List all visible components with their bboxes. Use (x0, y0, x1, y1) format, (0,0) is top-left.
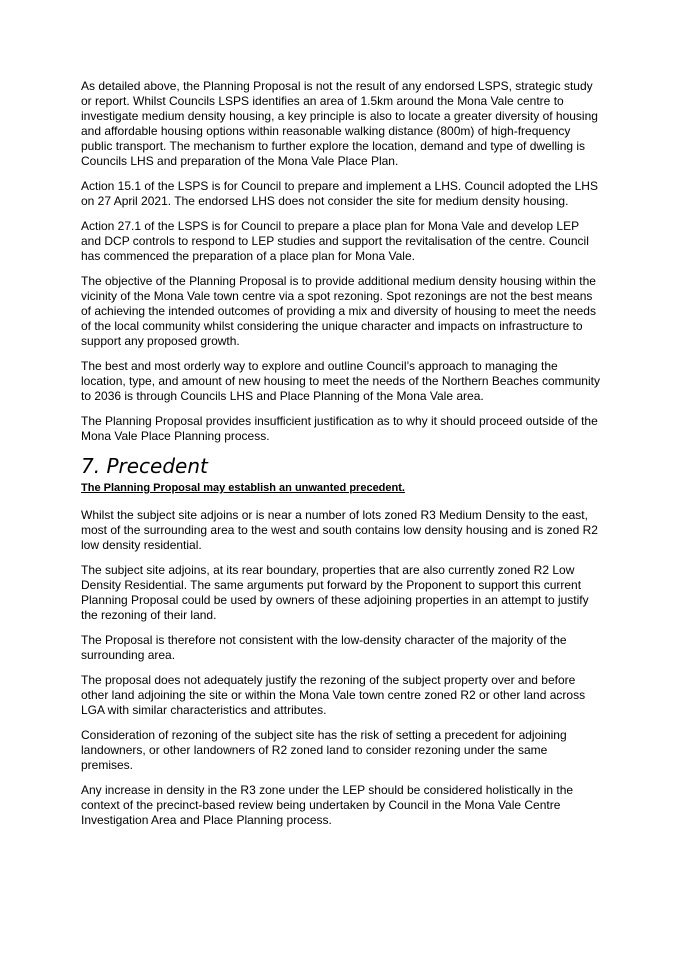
paragraph-inadequate-justification: The proposal does not adequately justify the rezoning of the subject property over and before other land adjoining the site or within the Mona Vale town centre zoned R2 or other land across LGA with similar characteristics and attributes. (81, 673, 586, 717)
paragraph-rear-boundary: The subject site adjoins, at its rear boundary, properties that are also currently zoned R2 Low Density Residential. The same arguments put forward by the Proponent to support this current Planning Proposal could be used by owners of these adjoining properties in an attempt to justify the rezoning of their land. (81, 563, 589, 622)
paragraph-action-27-1: Action 27.1 of the LSPS is for Council to prepare a place plan for Mona Vale and develop LEP and DCP controls to respond to LEP studies and support the revitalisation of the centre. Council has commenced the preparation of a place plan for Mona Vale. (81, 219, 589, 263)
paragraph-objective: The objective of the Planning Proposal is to provide additional medium density housing within the vicinity of the Mona Vale town centre via a spot rezoning. Spot rezonings are not the best means of achieving the intended outcomes of providing a mix and diversity of housing to meet the needs of the local community whilst considering the unique character and impacts on infrastructure to support any proposed growth. (81, 274, 596, 348)
paragraph-orderly-approach: The best and most orderly way to explore and outline Council’s approach to managing the location, type, and amount of new housing to meet the needs of the Northern Beaches community to 2036 is through Councils LHS and Place Planning of the Mona Vale area. (81, 359, 600, 403)
paragraph-action-15-1: Action 15.1 of the LSPS is for Council to prepare and implement a LHS. Council adopted the LHS on 27 April 2021. The endorsed LHS does not consider the site for medium density housing. (81, 179, 598, 208)
paragraph-insufficient-justification: The Planning Proposal provides insufficient justification as to why it should proceed outside of the Mona Vale Place Planning process. (81, 414, 598, 443)
paragraph-holistic-review: Any increase in density in the R3 zone under the LEP should be considered holistically in the context of the precinct-based review being undertaken by Council in the Mona Vale Centre Investigation Area and Place Planning process. (81, 783, 574, 827)
section-heading: 7. Precedent (81, 454, 208, 478)
section-subheading: The Planning Proposal may establish an unwanted precedent. (81, 482, 405, 494)
paragraph-surrounding-zoning: Whilst the subject site adjoins or is near a number of lots zoned R3 Medium Density to the east, most of the surrounding area to the west and south contains low density housing and is zoned R2 low density residential. (81, 508, 598, 552)
paragraph-character-inconsistency: The Proposal is therefore not consistent with the low-density character of the majority of the surrounding area. (81, 633, 567, 662)
document-page (81, 79, 601, 838)
paragraph-lsps-endorsement: As detailed above, the Planning Proposal is not the result of any endorsed LSPS, strategic study or report. Whilst Councils LSPS identifies an area of 1.5km around the Mona Vale centre to investigate medium density housing, a key principle is also to locate a greater diversity of housing and affordable housing options within reasonable walking distance (800m) of high-frequency public transport. The mechanism to further explore the location, demand and type of dwelling is Councils LHS and preparation of the Mona Vale Place Plan. (81, 79, 598, 168)
paragraph-precedent-risk: Consideration of rezoning of the subject site has the risk of setting a precedent for adjoining landowners, or other landowners of R2 zoned land to consider rezoning under the same premises. (81, 728, 567, 772)
